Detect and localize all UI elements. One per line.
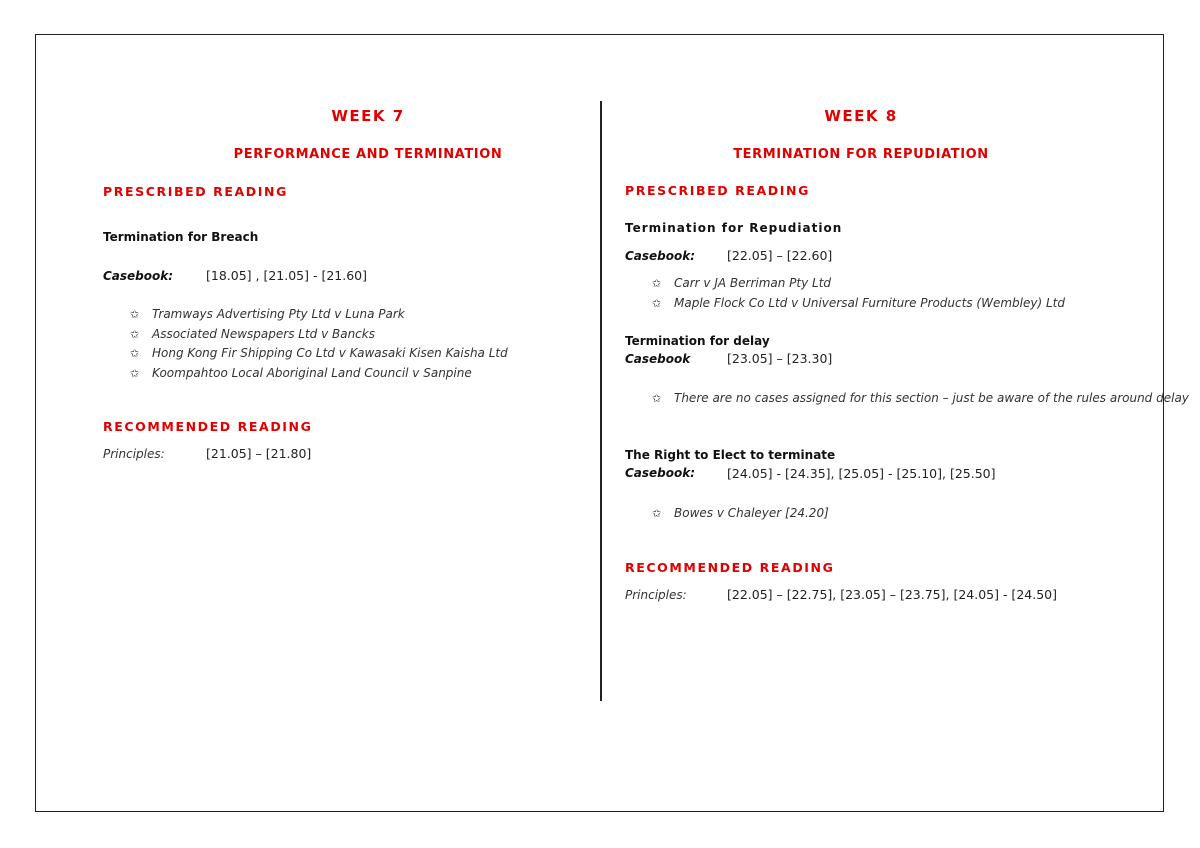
case-name: Bowes v Chaleyer [24.20]	[674, 506, 829, 520]
list-item	[652, 504, 829, 524]
star-outline-icon: ✩	[652, 392, 662, 405]
list-item	[130, 305, 508, 325]
case-name: Associated Newspapers Ltd v Bancks	[152, 326, 375, 341]
list-item	[130, 364, 508, 384]
casebook-refs: [24.05] - [24.35], [25.05] - [25.10], [25.50]	[727, 466, 996, 481]
column-divider	[600, 101, 602, 701]
section-heading: Termination for Repudiation	[625, 221, 843, 235]
star-outline-icon: ✩	[130, 347, 140, 360]
section-case-list	[652, 389, 1189, 409]
casebook-refs: [18.05] , [21.05] - [21.60]	[206, 268, 367, 283]
week7-subheading: Termination for Breach	[103, 230, 259, 244]
casebook-refs: [22.05] – [22.60]	[727, 248, 833, 263]
list-item	[652, 389, 1189, 409]
case-name: Carr v JA Berriman Pty Ltd	[674, 276, 832, 290]
week7-prescribed-heading: PRESCRIBED READING	[103, 184, 288, 199]
principles-label: Principles:	[625, 588, 687, 602]
list-item	[130, 325, 508, 345]
section-heading: Termination for delay	[625, 334, 770, 348]
case-note: There are no cases assigned for this section – just be aware of the rules around delay	[674, 391, 1189, 405]
section-case-list	[652, 504, 829, 524]
week8-prescribed-heading: PRESCRIBED READING	[625, 183, 810, 198]
list-item	[652, 274, 1065, 294]
week8-title: WEEK 8	[824, 107, 898, 125]
casebook-label: Casebook	[625, 352, 691, 366]
case-name: Maple Flock Co Ltd v Universal Furniture Products (Wembley) Ltd	[674, 295, 1065, 310]
case-name: Tramways Advertising Pty Ltd v Luna Park	[152, 307, 405, 321]
section-heading: The Right to Elect to terminate	[625, 448, 836, 462]
principles-label: Principles:	[103, 447, 165, 461]
casebook-label: Casebook:	[625, 249, 696, 263]
principles-refs: [21.05] – [21.80]	[206, 446, 312, 461]
principles-refs: [22.05] – [22.75], [23.05] – [23.75], [24.05] - [24.50]	[727, 587, 1057, 602]
case-name: Hong Kong Fir Shipping Co Ltd v Kawasaki Kisen Kaisha Ltd	[152, 346, 508, 360]
section-case-list	[652, 274, 1065, 313]
week8-recommended-heading: RECOMMENDED READING	[625, 560, 835, 575]
case-name: Koompahtoo Local Aboriginal Land Council v Sanpine	[152, 365, 472, 380]
week7-case-list	[130, 305, 508, 383]
week7-topic: PERFORMANCE AND TERMINATION	[233, 147, 503, 162]
week7-recommended-heading: RECOMMENDED READING	[103, 419, 313, 434]
star-outline-icon: ✩	[130, 366, 140, 380]
star-outline-icon: ✩	[652, 507, 662, 520]
casebook-label: Casebook:	[103, 269, 174, 283]
star-outline-icon: ✩	[130, 327, 140, 341]
list-item	[652, 294, 1065, 314]
casebook-label: Casebook:	[625, 466, 696, 480]
list-item	[130, 344, 508, 364]
star-outline-icon: ✩	[652, 277, 662, 290]
week8-topic: TERMINATION FOR REPUDIATION	[733, 147, 989, 162]
week7-title: WEEK 7	[331, 107, 405, 125]
star-outline-icon: ✩	[130, 308, 140, 321]
star-outline-icon: ✩	[652, 296, 662, 310]
casebook-refs: [23.05] – [23.30]	[727, 351, 833, 366]
